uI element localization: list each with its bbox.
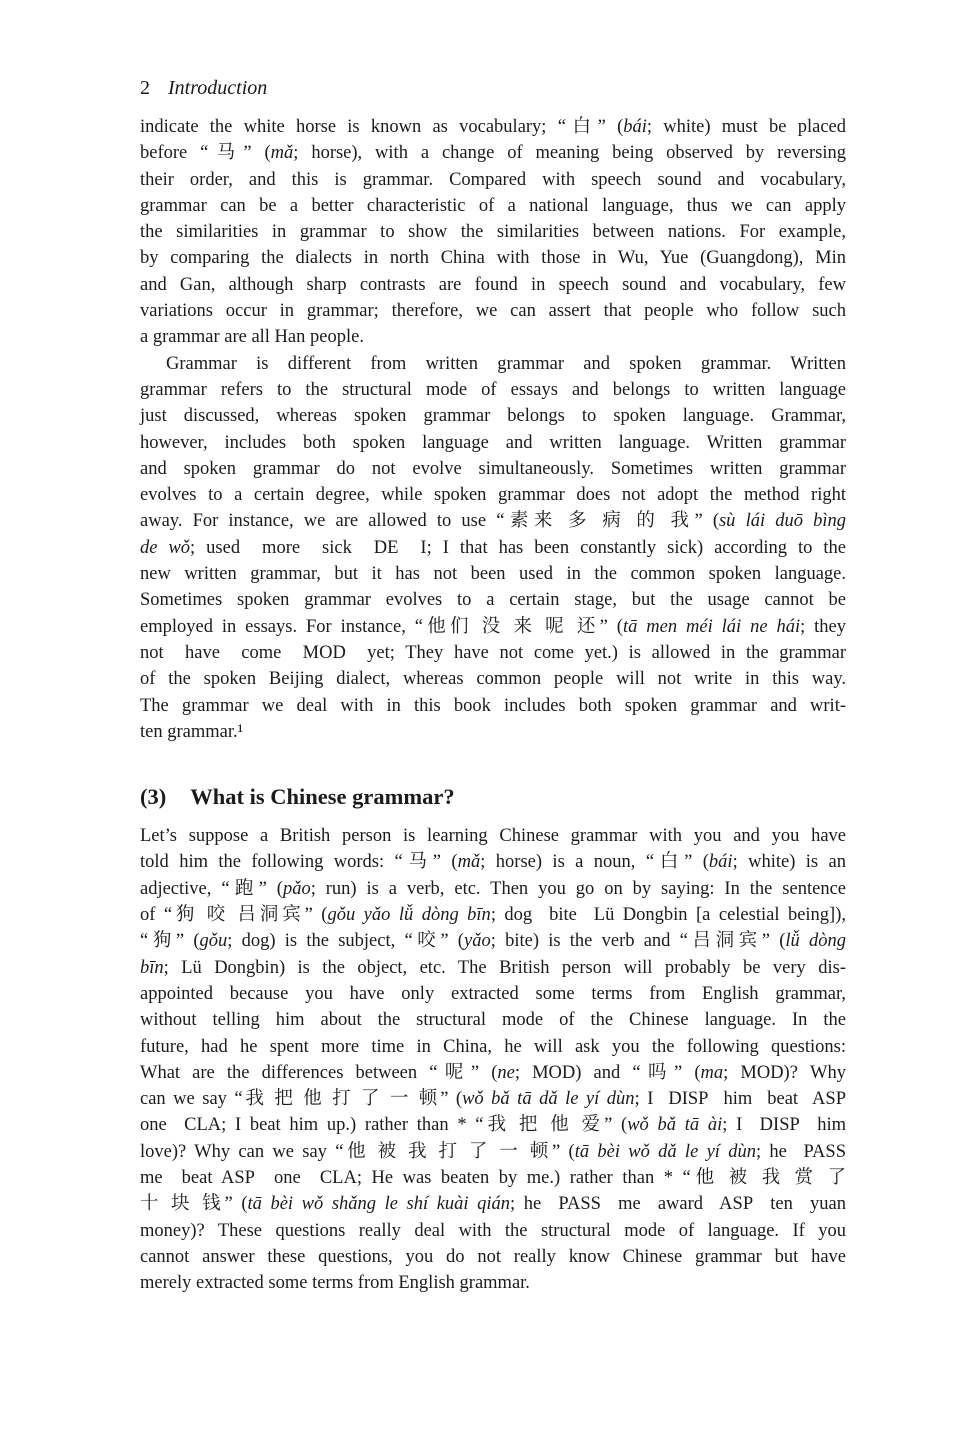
text-line: 十 块 钱” (tā bèi wǒ shǎng le shí kuài qián; he PASS me award ASP ten yuan: [140, 1194, 847, 1215]
paragraph-what-is-chinese-grammar: [140, 823, 846, 1296]
text-line: What are the differences between “呢” (ne; MOD) and “吗” (ma; MOD)? Why: [140, 1062, 846, 1083]
text-line: merely extracted some terms from English grammar.: [140, 1273, 530, 1294]
text-line: told him the following words: “马” (mǎ; horse) is a noun, “白” (bái; white) is an: [140, 852, 847, 873]
text-line: grammar can be a better characteristic of a national language, thus we can apply: [140, 195, 846, 216]
chapter-title: Introduction: [168, 77, 268, 99]
text-line: away. For instance, we are allowed to use “素来 多 病 的 我” (sù lái duō bìng: [140, 511, 846, 532]
text-line: and spoken grammar do not evolve simultaneously. Sometimes written grammar: [140, 458, 846, 479]
text-line: ten grammar.¹: [140, 721, 244, 742]
section-heading: [140, 783, 846, 811]
text-line: The grammar we deal with in this book includes both spoken grammar and writ-: [140, 695, 846, 716]
text-line: de wǒ; used more sick DE I; I that has been constantly sick) according to the: [140, 537, 846, 558]
section-number: (3): [140, 784, 167, 810]
paragraph-continuation: [140, 114, 846, 351]
text-line: of “狗 咬 吕洞宾” (gǒu yǎo lǚ dòng bīn; dog bite Lü Dongbin [a celestial being]),: [140, 905, 846, 926]
text-line: however, includes both spoken language and written language. Written grammar: [140, 432, 846, 453]
text-line: can we say “我 把 他 打 了 一 顿” (wǒ bǎ tā dǎ le yí dùn; I DISP him beat ASP: [140, 1089, 846, 1110]
text-line: “狗” (gǒu; dog) is the subject, “咬” (yǎo; bite) is the verb and “吕洞宾” (lǚ dòng: [140, 931, 847, 952]
running-head: [140, 76, 846, 100]
page-number: 2: [140, 77, 150, 99]
text-line: adjective, “跑” (pǎo; run) is a verb, etc. Then you go on by saying: In the sentence: [140, 878, 846, 899]
text-line: money)? These questions really deal with the structural mode of language. If you: [140, 1220, 846, 1241]
text-line: without telling him about the structural mode of the Chinese language. In the: [140, 1010, 846, 1031]
text-line: bīn; Lü Dongbin) is the object, etc. The British person will probably be very dis-: [140, 957, 846, 978]
text-line: indicate the white horse is known as vocabulary; “白” (bái; white) must be placed: [140, 117, 846, 137]
text-line: variations occur in grammar; therefore, we can assert that people who follow such: [140, 301, 846, 322]
text-line: Sometimes spoken grammar evolves to a certain stage, but the usage cannot be: [140, 590, 846, 611]
text-line: love)? Why can we say “他 被 我 打 了 一 顿” (tā bèi wǒ dǎ le yí dùn; he PASS: [140, 1141, 846, 1162]
section-title: What is Chinese grammar?: [190, 784, 455, 810]
text-line: a grammar are all Han people.: [140, 327, 364, 348]
text-line: and Gan, although sharp contrasts are found in speech sound and vocabulary, few: [140, 274, 846, 295]
text-line: of the spoken Beijing dialect, whereas common people will not write in this way.: [140, 669, 846, 690]
text-line: future, had he spent more time in China, he will ask you the following questions:: [140, 1036, 846, 1057]
text-line: evolves to a certain degree, while spoken grammar does not adopt the method right: [140, 485, 846, 506]
text-line: before “马” (mǎ; horse), with a change of meaning being observed by reversing: [140, 143, 847, 164]
text-line: me beat ASP one CLA; He was beaten by me.) rather than * “他 被 我 赏 了: [140, 1167, 846, 1188]
text-line: Let’s suppose a British person is learning Chinese grammar with you and you have: [140, 826, 846, 847]
text-line: grammar refers to the structural mode of essays and belongs to written language: [140, 379, 846, 400]
text-line: cannot answer these questions, you do not really know Chinese grammar but have: [140, 1246, 846, 1267]
text-line: not have come MOD yet; They have not come yet.) is allowed in the grammar: [140, 642, 846, 663]
paragraph-grammar-types: [140, 351, 846, 745]
text-line: Grammar is different from written grammar and spoken grammar. Written: [166, 353, 846, 374]
text-line: their order, and this is grammar. Compared with speech sound and vocabulary,: [140, 169, 846, 190]
text-line: appointed because you have only extracted some terms from English grammar,: [140, 983, 846, 1004]
text-line: one CLA; I beat him up.) rather than * “我 把 他 爱” (wǒ bǎ tā ài; I DISP him: [140, 1115, 846, 1136]
text-line: by comparing the dialects in north China with those in Wu, Yue (Guangdong), Min: [140, 248, 846, 269]
page-content: [140, 76, 846, 1296]
text-line: the similarities in grammar to show the similarities between nations. For example,: [140, 222, 846, 243]
text-line: just discussed, whereas spoken grammar belongs to spoken language. Grammar,: [140, 406, 846, 427]
text-line: employed in essays. For instance, “他们 没 来 呢 还” (tā men méi lái ne hái; they: [140, 616, 847, 637]
text-line: new written grammar, but it has not been used in the common spoken language.: [140, 564, 846, 585]
